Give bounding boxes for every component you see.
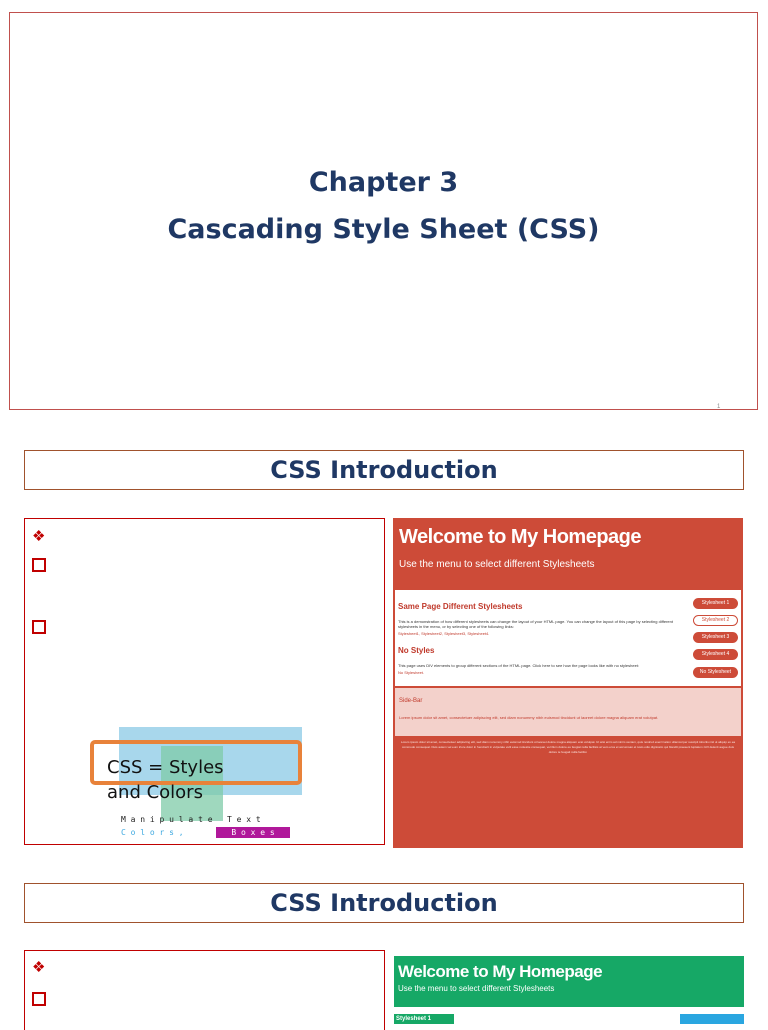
css-logo <box>85 725 325 843</box>
homepage-title: Welcome to My Homepage <box>399 526 642 548</box>
section-heading: Same Page Different Stylesheets <box>398 602 523 611</box>
stylesheet-1-button[interactable]: Stylesheet 1 <box>693 598 738 609</box>
stylesheet-3-button[interactable]: Stylesheet 3 <box>693 632 738 643</box>
homepage-title: Welcome to My Homepage <box>398 962 603 981</box>
homepage-subtitle: Use the menu to select different Stylesheets <box>399 559 595 570</box>
section-header: CSS Introduction <box>24 450 744 490</box>
chapter-subtitle: Cascading Style Sheet (CSS) <box>167 214 600 245</box>
sidebar-text: Lorem ipsum dolor sit amet, consectetuer adipiscing elit, sed diam nonummy nibh euismod tincidunt ut laoreet dolore magna aliquam erat volutpat. <box>399 715 659 720</box>
sidebar-panel <box>395 688 741 736</box>
no-stylesheet-button[interactable]: No Stylesheet <box>693 667 738 678</box>
logo-tagline: M a n i p u l a t e T e x t <box>121 815 261 824</box>
chapter-title: Chapter 3 <box>308 167 459 198</box>
section-link[interactable]: No Stylesheet. <box>398 670 425 675</box>
title-slide <box>9 12 758 410</box>
page-number: 1 <box>717 404 721 410</box>
homepage-subtitle: Use the menu to select different Stylesheets <box>398 984 555 993</box>
square-bullet-icon <box>32 992 46 1006</box>
diamond-bullet-icon: ❖ <box>32 959 46 976</box>
homepage-footer-text: Lorem ipsum dolor sit amet, consectetuer adipiscing elit, sed diam nonummy nibh euismod tincidunt ut laoreet dolore magna aliquam erat volutpat. Ut wisi enim ad minim veniam, quis nostrud exerci tation ullamcorper suscipit lobortis nisl ut aliquip ex ea commodo consequat. Duis autem vel eum iriure dolor in hendrerit in vulputate velit esse molestie consequat, vel illum dolore eu feugiat nulla facilisis at vero eros et accumsan et iusto odio dignissim qui blandit praesent luptatum zzril delenit augue duis dolore te feugait nulla facilisi. <box>400 740 736 754</box>
homepage-header <box>394 956 744 1007</box>
logo-text-line2: and Colors <box>107 782 203 803</box>
logo-text-line1: CSS = Styles <box>107 757 224 778</box>
square-bullet-icon <box>32 620 46 634</box>
logo-tagline-boxes: B o x e s <box>216 827 290 838</box>
content-box <box>24 518 385 845</box>
content-box <box>24 950 385 1030</box>
section-links[interactable]: Stylesheet1, Stylesheet2, Stylesheet3, Stylesheet4. <box>398 631 490 636</box>
square-bullet-icon <box>32 558 46 572</box>
diamond-bullet-icon: ❖ <box>32 528 46 545</box>
section-text: This is a demonstration of how different stylesheets can change the layout of your HTML page. You can change the layout of this page by selecting different stylesheets in the menu, or by selecting one of the following links: <box>398 619 673 629</box>
section-heading: No Styles <box>398 646 435 655</box>
stylesheet-4-button[interactable]: Stylesheet 4 <box>693 649 738 660</box>
stylesheet-tab[interactable]: Stylesheet 1 <box>394 1014 454 1024</box>
section-header: CSS Introduction <box>24 883 744 923</box>
homepage-screenshot-green <box>394 956 744 1024</box>
homepage-screenshot-red <box>393 518 743 848</box>
blue-tab <box>680 1014 744 1024</box>
homepage-main-panel <box>395 590 741 686</box>
stylesheet-2-button[interactable]: Stylesheet 2 <box>693 615 738 626</box>
section-text: This page uses DIV elements to group different sections of the HTML page. Click here to see how the page looks like with no stylesheet: <box>398 663 640 668</box>
sidebar-heading: Side-Bar <box>399 698 423 704</box>
logo-tagline-colors: C o l o r s , <box>121 828 184 837</box>
